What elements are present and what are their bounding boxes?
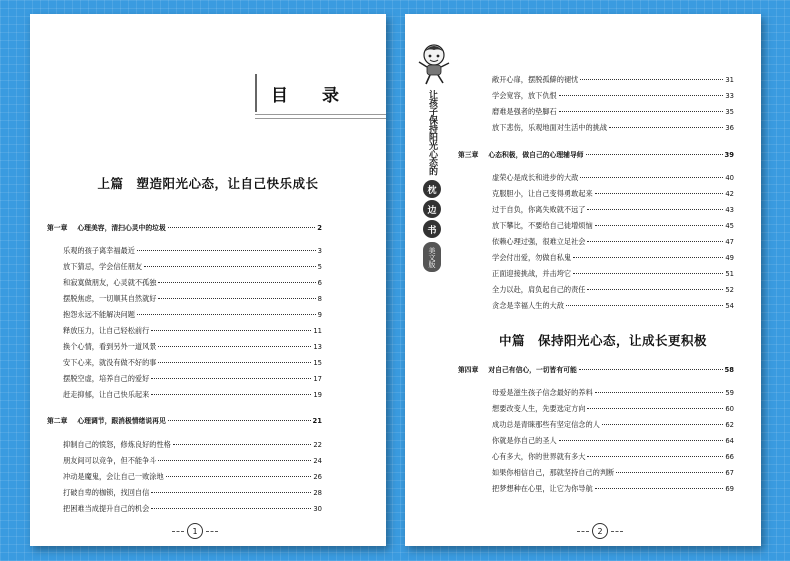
toc-entry[interactable]: 全力以赴，肩负起自己的责任 52 [492,285,734,294]
toc-entry[interactable]: 学会付出爱，勿做自私鬼 49 [492,253,734,262]
chapter-row[interactable]: 第一章 心理美容，清扫心灵中的垃圾 2 [47,224,322,232]
toc-entry[interactable]: 虚荣心是成长和进步的大敌 40 [492,173,734,182]
toc-entry[interactable]: 正面迎接挑战，并击垮它 51 [492,269,734,278]
toc-entry[interactable]: 安下心来，就没有做不好的事 15 [63,358,322,367]
toc-entry[interactable]: 放下攀比，不要给自己徒增烦恼 45 [492,221,734,230]
toc-entry[interactable]: 赶走抑郁，让自己快乐起来 19 [63,390,322,399]
side-badge: 边 [423,200,441,218]
part-title: 中篇 保持阳光心态，让成长更积极 [498,333,707,348]
toc-entry[interactable]: 你就是你自己的圣人 64 [492,436,734,445]
page-number: 2 [577,523,623,539]
toc-entry[interactable]: 和寂寞做朋友，心灵就不孤独 6 [63,278,322,287]
toc-entry[interactable]: 把梦想种在心里，让它为你导航 69 [492,484,734,493]
title-rule [255,114,386,115]
toc-entry[interactable]: 心有多大，你的世界就有多大 66 [492,452,734,461]
toc-entry[interactable]: 如果你相信自己，那就坚持自己的判断 67 [492,468,734,477]
toc-entry[interactable]: 抑制自己的愤怒，修炼良好的性格 22 [63,440,322,449]
toc-entry[interactable]: 摆脱焦虑，一切顺其自然就好 8 [63,294,322,303]
chapter-row[interactable]: 第四章 对自己有信心，一切皆有可能 58 [458,366,734,374]
toc-title: 目 录 [255,74,367,112]
title-rule [255,118,386,119]
toc-entry[interactable]: 依赖心理过强，很难立足社会 47 [492,237,734,246]
side-badge: 枕 [423,180,441,198]
toc-entry[interactable]: 把困难当成提升自己的机会 30 [63,504,322,513]
toc-entry[interactable]: 成功总是青睐那些有坚定信念的人 62 [492,420,734,429]
toc-entry[interactable]: 乐观的孩子离幸福最近 3 [63,246,322,255]
toc-entry[interactable]: 贪念是幸福人生的大敌 54 [492,301,734,310]
toc-entry[interactable]: 磨难是强者的垫脚石 35 [492,107,734,116]
side-title: 让孩子保持阳光心态的 [427,90,437,175]
cartoon-boy-icon [415,42,453,86]
part-title: 上篇 塑造阳光心态，让自己快乐成长 [97,176,319,191]
toc-entry[interactable]: 朋友间可以竞争，但不能争斗 24 [63,456,322,465]
page-number: 1 [172,523,218,539]
toc-entry[interactable]: 过于自负，你离失败就不远了 43 [492,205,734,214]
toc-entry[interactable]: 摆脱空虚，培养自己的爱好 17 [63,374,322,383]
toc-entry[interactable]: 冲动是魔鬼，会让自己一败涂地 26 [63,472,322,481]
toc-entry[interactable]: 想要改变人生，先要选定方向 60 [492,404,734,413]
toc-entry[interactable]: 释放压力，让自己轻松前行 11 [63,326,322,335]
toc-entry[interactable]: 学会宽容，放下仇恨 33 [492,91,734,100]
toc-entry[interactable]: 抱怨永远不能解决问题 9 [63,310,322,319]
toc-entry[interactable]: 放下猜忌，学会信任朋友 5 [63,262,322,271]
left-page [30,14,386,546]
chapter-row[interactable]: 第三章 心态积极，做自己的心理辅导师 39 [458,151,734,159]
toc-entry[interactable]: 打破自卑的枷锁，找回自信 28 [63,488,322,497]
toc-entry[interactable]: 放下悲伤，乐观地面对生活中的挑战 36 [492,123,734,132]
side-decoration [413,42,455,272]
toc-entry[interactable]: 敞开心扉，摆脱孤僻的褪忧 31 [492,75,734,84]
toc-entry[interactable]: 母爱是滋生孩子信念最好的养料 59 [492,388,734,397]
toc-entry[interactable]: 克服胆小，让自己变得勇敢起来 42 [492,189,734,198]
side-badge: 书 [423,220,441,238]
side-stamp: 美文版 [423,242,441,272]
chapter-row[interactable]: 第二章 心理调节，跟消极情绪说再见 21 [47,417,322,425]
toc-entry[interactable]: 换个心情，看到另外一道风景 13 [63,342,322,351]
right-page [405,14,761,546]
